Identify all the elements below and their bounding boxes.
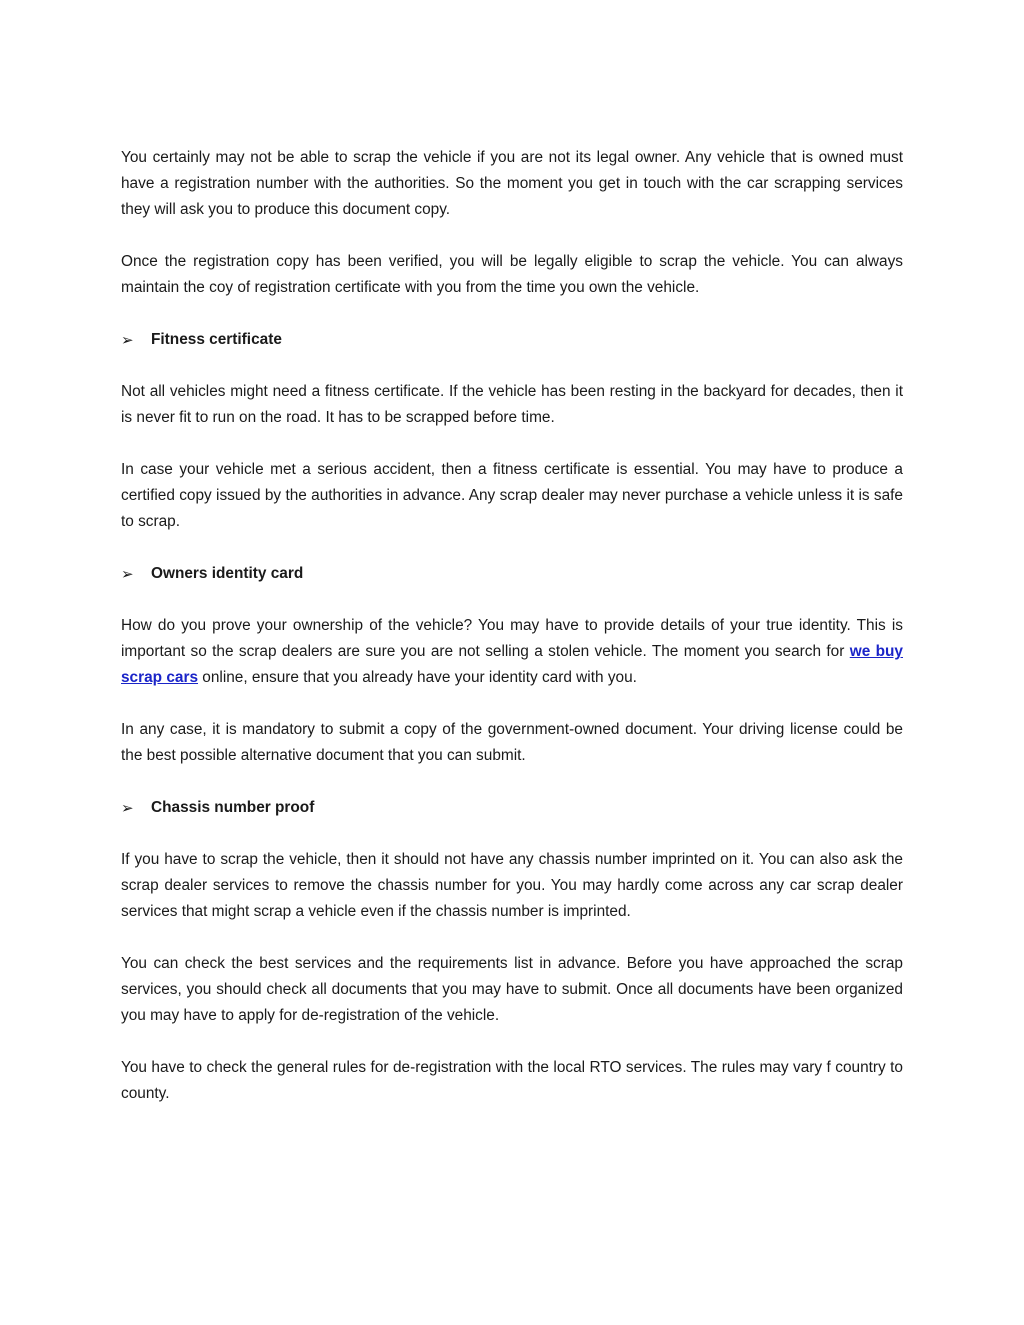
heading-chassis-number-proof bbox=[121, 795, 903, 821]
heading-owners-identity-card bbox=[121, 561, 903, 587]
document-page bbox=[121, 145, 903, 1133]
heading-label: Fitness certificate bbox=[151, 331, 282, 348]
arrow-bullet-icon: ➢ bbox=[121, 565, 134, 583]
heading-label: Owners identity card bbox=[151, 565, 304, 582]
paragraph-chassis-number: If you have to scrap the vehicle, then it should not have any chassis number imprinted on it. You can also ask the scrap dealer services to remove the chassis number for you. You may hardly come across any car scrap dealer services that might scrap a vehicle even if the chassis number is imprinted. bbox=[121, 851, 903, 920]
paragraph-requirements-list: You can check the best services and the requirements list in advance. Before you have approached the scrap services, you should check all documents that you may have to submit. Once all documents have been organized you may have to apply for de-registration of the vehicle. bbox=[121, 955, 903, 1024]
text-segment: How do you prove your ownership of the vehicle? You may have to provide details of your true identity. This is important so the scrap dealers are sure you are not selling a stolen vehicle. The moment you search for bbox=[121, 617, 903, 660]
paragraph-accident: In case your vehicle met a serious accident, then a fitness certificate is essential. You may have to produce a certified copy issued by the authorities in advance. Any scrap dealer may never purchase a vehicle unless it is safe to scrap. bbox=[121, 461, 903, 530]
text-segment: online, ensure that you already have your identity card with you. bbox=[198, 669, 637, 686]
heading-label: Chassis number proof bbox=[151, 799, 315, 816]
paragraph-rto-rules: You have to check the general rules for de-registration with the local RTO services. The rules may vary f country to county. bbox=[121, 1059, 903, 1102]
paragraph-registration-copy: Once the registration copy has been verified, you will be legally eligible to scrap the vehicle. You can always maintain the coy of registration certificate with you from the time you own the vehicle. bbox=[121, 253, 903, 296]
paragraph-ownership-proof bbox=[121, 613, 903, 691]
arrow-bullet-icon: ➢ bbox=[121, 331, 134, 349]
paragraph-fitness-need: Not all vehicles might need a fitness certificate. If the vehicle has been resting in the backyard for decades, then it is never fit to run on the road. It has to be scrapped before time. bbox=[121, 383, 903, 426]
paragraph-legal-owner: You certainly may not be able to scrap the vehicle if you are not its legal owner. Any vehicle that is owned must have a registration number with the authorities. So the moment you get in touch with the car scrapping services they will ask you to produce this document copy. bbox=[121, 149, 903, 218]
paragraph-government-document: In any case, it is mandatory to submit a copy of the government-owned document. Your driving license could be the best possible alternative document that you can submit. bbox=[121, 721, 903, 764]
we-buy-scrap-cars-link[interactable]: we buy scrap cars bbox=[121, 643, 903, 686]
arrow-bullet-icon: ➢ bbox=[121, 799, 134, 817]
heading-fitness-certificate bbox=[121, 327, 903, 353]
